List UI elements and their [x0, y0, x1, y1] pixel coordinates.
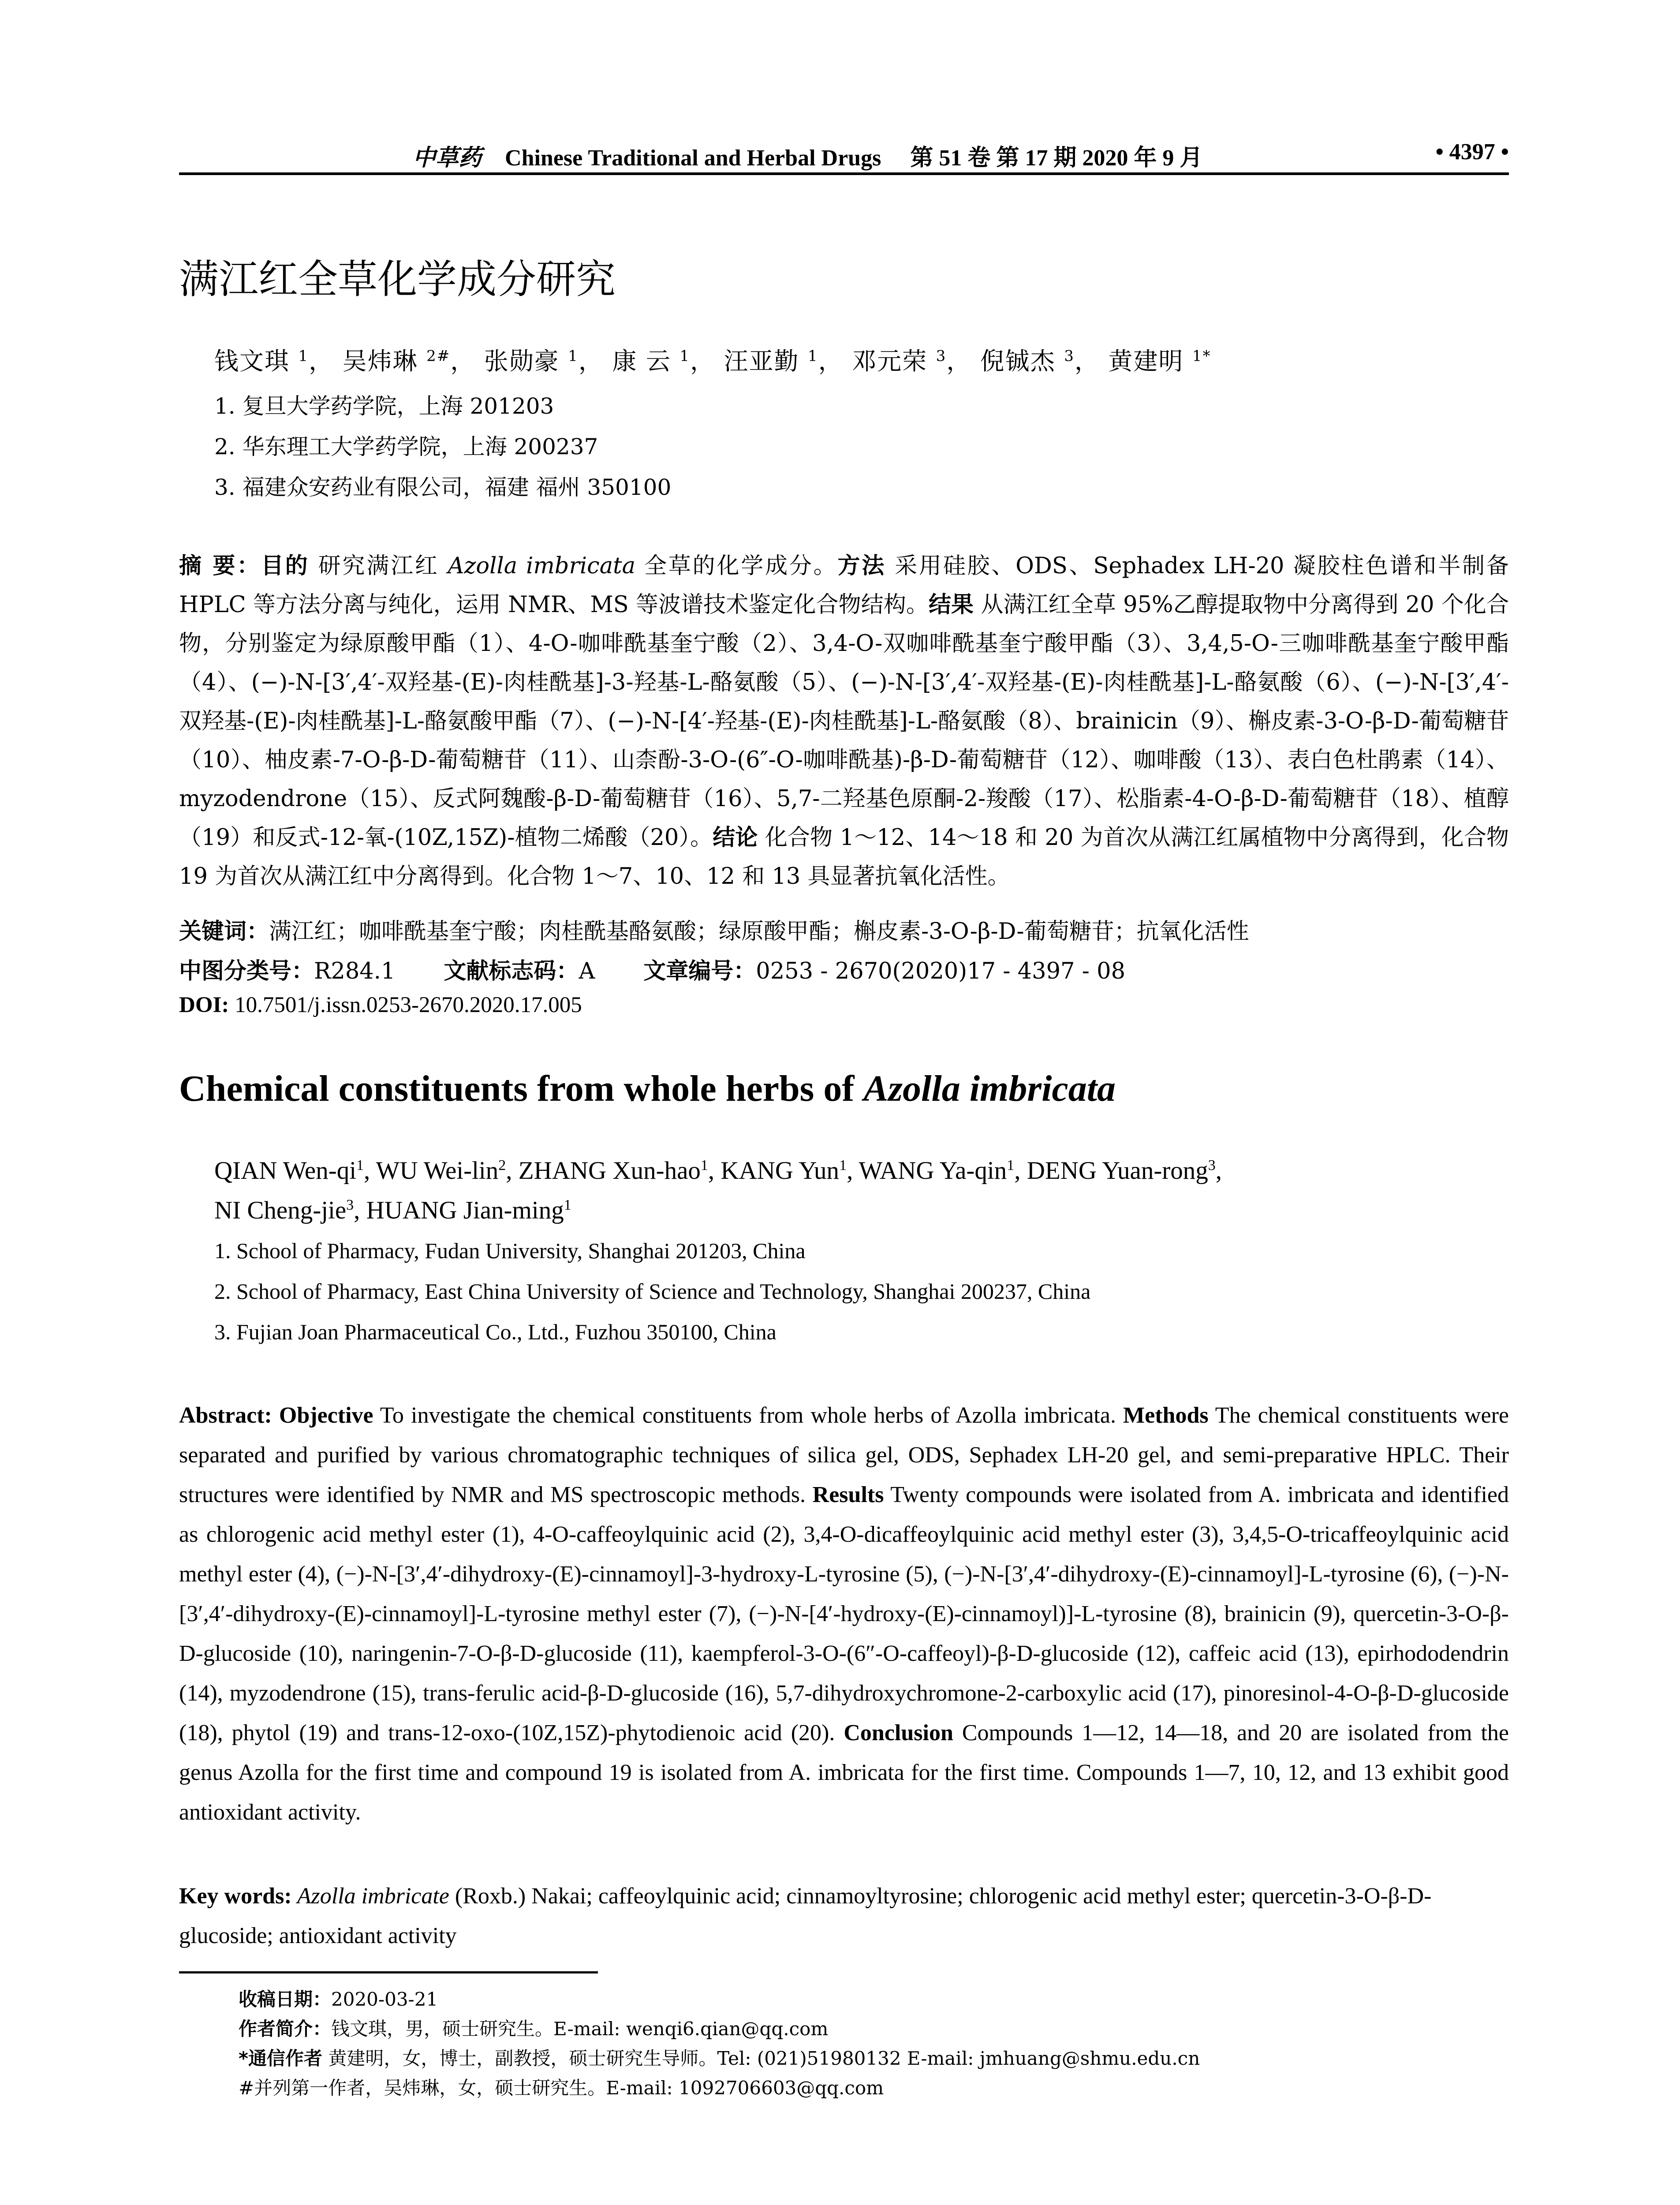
author-en: NI Cheng-jie$^3$ [214, 1196, 354, 1224]
affiliations-cn [214, 386, 1493, 508]
conclusion-label-en: Conclusion [835, 1720, 953, 1745]
results-label-en: Results [805, 1482, 884, 1507]
clc-number: R284.1 [314, 958, 396, 984]
affiliation-cn: 1. 复旦大学药学院，上海 201203 [214, 393, 554, 419]
affiliations-en [214, 1230, 1493, 1352]
author-en: WU Wei-lin$^2$ [376, 1157, 506, 1185]
affiliation-en: 2. School of Pharmacy, East China University of Science and Technology, Shanghai 200237, China [214, 1279, 1091, 1304]
author-en: WANG Ya-qin$^1$ [859, 1157, 1015, 1185]
footnotes [239, 1984, 1504, 2103]
species-name: Azolla imbricata [448, 553, 636, 579]
footnote-received: 收稿日期：2020-03-21 [239, 1988, 438, 2010]
doi-value[interactable]: 10.7501/j.issn.0253-2670.2020.17.005 [229, 993, 582, 1017]
page-number: • 4397 • [1435, 139, 1509, 164]
author-en: QIAN Wen-$qi^1$ [214, 1157, 364, 1185]
conclusion-label-cn: 结论 [713, 825, 758, 851]
title-cn: 满江红全草化学成分研究 [179, 256, 616, 303]
affiliation-en: 3. Fujian Joan Pharmaceutical Co., Ltd., Fuzhou 350100, China [214, 1319, 777, 1344]
author-cn: 汪亚勤 $^1$ [724, 347, 818, 375]
footnote-author-bio: 作者简介：钱文琪，男，硕士研究生。E-mail: wenqi6.qian@qq.com [239, 2018, 829, 2040]
authors-en: QIAN Wen-$qi^1$, WU Wei-lin$^2$, ZHANG Xun-hao$^1$, KANG Yun$^1$, WANG Ya-qin$^1$, DENG Yuan-rong$^3$, NI Cheng-jie$^3$, HUANG Jian-ming$^1$ [214, 1157, 1222, 1224]
running-header-center [413, 139, 1202, 172]
author-cn: 黄建明 $^{1*}$ [1108, 347, 1211, 375]
classification-line: 中图分类号：R284.1 文献标志码：A 文章编号：0253 - 2670(2020)17 - 4397 - 08 [179, 958, 1126, 984]
objective-label-en: Objective [272, 1403, 373, 1428]
objective-label-cn: 目的 [261, 553, 310, 579]
document-code: A [579, 958, 595, 984]
affiliation-cn: 3. 福建众安药业有限公司，福建 福州 350100 [214, 475, 672, 500]
author-cn: 康 云 $^1$ [612, 347, 690, 375]
author-cn: 倪铖杰 $^3$ [980, 347, 1075, 375]
author-cn: 吴炜琳 $^{2\#}$ [342, 347, 451, 375]
author-en: KANG Yun$^1$ [721, 1157, 847, 1185]
author-cn: 张勋豪 $^1$ [484, 347, 579, 375]
authors-cn: 钱文琪 $^1$， 吴炜琳 $^{2\#}$， 张勋豪 $^1$， 康 云 $^1$， 汪亚勤 $^1$， 邓元荣 $^3$， 倪铖杰 $^3$， 黄建明 $^{1*}$ [214, 347, 1211, 375]
author-cn: 钱文琪 $^1$ [214, 347, 309, 375]
article-number: 0253 - 2670(2020)17 - 4397 - 08 [756, 958, 1126, 984]
affiliation-cn: 2. 华东理工大学药学院，上海 200237 [214, 434, 598, 460]
results-label-cn: 结果 [928, 592, 974, 618]
author-en: ZHANG Xun-hao$^1$ [518, 1157, 708, 1185]
issue-info: 第 51 卷 第 17 期 2020 年 9 月 [910, 146, 1203, 171]
footnote-corresponding: *通信作者 黄建明，女，博士，副教授，硕士研究生导师。Tel: (021)51980132 E-mail: jmhuang@shmu.edu.cn [239, 2048, 1200, 2069]
methods-label-en: Methods [1116, 1403, 1209, 1428]
abstract-cn-label: 摘 要： [179, 553, 261, 579]
author-cn: 邓元荣 $^3$ [852, 347, 947, 375]
journal-name-cn: 中草药 [413, 144, 482, 171]
running-header [179, 139, 1509, 175]
keywords-cn: 关键词：满江红；咖啡酰基奎宁酸；肉桂酰基酪氨酸；绿原酸甲酯；槲皮素-3-O-β-D-葡萄糖苷；抗氧化活性 [179, 919, 1249, 945]
doi-line: DOI: 10.7501/j.issn.0253-2670.2020.17.005 [179, 993, 582, 1017]
abstract-cn: 摘 要：目的 研究满江红 Azolla imbricata 全草的化学成分。方法 采用硅胶、ODS、Sephadex LH-20 凝胶柱色谱和半制备 HPLC 等方法分离与纯化，运用 NMR、MS 等波谱技术鉴定化合物结构。结果 从满江红全草 95%乙醇提取物中分离得到 20 个化合物，分别鉴定为绿原酸甲酯（1）、4-O-咖啡酰基奎宁酸（2）、3,4-O-双咖啡酰基奎宁酸甲酯（3）、3,4,5-O-三咖啡酰基奎宁酸甲酯（4）、(−)-N-[3′,4′-双羟基-(E)-肉桂酰基]-3-羟基-L-酪氨酸（5）、(−)-N-[3′,4′-双羟基-(E)-肉桂酰基]-L-酪氨酸（6）、(−)-N-[3′,4′-双羟基-(E)-肉桂酰基]-L-酪氨酸甲酯（7）、(−)-N-[4′-羟基-(E)-肉桂酰基]-L-酪氨酸（8）、brainicin（9）、槲皮素-3-O-β-D-葡萄糖苷（10）、柚皮素-7-O-β-D-葡萄糖苷（11）、山柰酚-3-O-(6″-O-咖啡酰基)-β-D-葡萄糖苷（12）、咖啡酸（13）、表白色杜鹃素（14）、myzodendrone（15）、反式阿魏酸-β-D-葡萄糖苷（16）、5,7-二羟基色原酮-2-羧酸（17）、松脂素-4-O-β-D-葡萄糖苷（18）、植醇（19）和反式-12-氧-(10Z,15Z)-植物二烯酸（20）。结论 化合物 1～12、14～18 和 20 为首次从满江红属植物中分离得到，化合物 19 为首次从满江红中分离得到。化合物 1～7、10、12 和 13 具显著抗氧化活性。 [179, 553, 1509, 889]
author-en: DENG Yuan-rong$^3$ [1027, 1157, 1216, 1185]
keywords-en: Key words: Azolla imbricate (Roxb.) Nakai; caffeoylquinic acid; cinnamoyltyrosine; chlorogenic acid methyl ester; quercetin-3-O-β-D-glucoside; antioxidant activity [179, 1884, 1432, 1948]
title-en: Chemical constituents from whole herbs of Azolla imbricata [179, 1068, 1116, 1109]
footnote-cofirst: #并列第一作者，吴炜琳，女，硕士研究生。E-mail: 1092706603@qq.com [239, 2077, 884, 2099]
author-en: HUANG Jian-ming$^1$ [366, 1196, 571, 1224]
abstract-en-label: Abstract: [179, 1403, 272, 1428]
abstract-en: Abstract: Objective To investigate the chemical constituents from whole herbs of Azolla imbricata. Methods The chemical constituents were separated and purified by various chromatographic techniques of silica gel, ODS, Sephadex LH-20 gel, and semi-preparative HPLC. Their structures were identified by NMR and MS spectroscopic methods. Results Twenty compounds were isolated from A. imbricata and identified as chlorogenic acid methyl ester (1), 4-O-caffeoylquinic acid (2), 3,4-O-dicaffeoylquinic acid methyl ester (3), 3,4,5-O-tricaffeoylquinic acid methyl ester (4), (−)-N-[3′,4′-dihydroxy-(E)-cinnamoyl]-3-hydroxy-L-tyrosine (5), (−)-N-[3′,4′-dihydroxy-(E)-cinnamoyl]-L-tyrosine (6), (−)-N-[3′,4′-dihydroxy-(E)-cinnamoyl]-L-tyrosine methyl ester (7), (−)-N-[4′-hydroxy-(E)-cinnamoyl)]-L-tyrosine (8), brainicin (9), quercetin-3-O-β-D-glucoside (10), naringenin-7-O-β-D-glucoside (11), kaempferol-3-O-(6″-O-caffeoyl)-β-D-glucoside (12), caffeic acid (13), epirhododendrin (14), myzodendrone (15), trans-ferulic acid-β-D-glucoside (16), 5,7-dihydroxychromone-2-carboxylic acid (17), pinoresinol-4-O-β-D-glucoside (18), phytol (19) and trans-12-oxo-(10Z,15Z)-phytodienoic acid (20). Conclusion Compounds 1—12, 14—18, and 20 are isolated from the genus Azolla for the first time and compound 19 is isolated from A. imbricata for the first time. Compounds 1—7, 10, 12, and 13 exhibit good antioxidant activity. [179, 1403, 1509, 1825]
methods-label-cn: 方法 [837, 553, 886, 579]
footnote-divider [179, 1971, 598, 1973]
journal-name-en: Chinese Traditional and Herbal Drugs [505, 146, 881, 171]
affiliation-en: 1. School of Pharmacy, Fudan University, Shanghai 201203, China [214, 1238, 806, 1263]
